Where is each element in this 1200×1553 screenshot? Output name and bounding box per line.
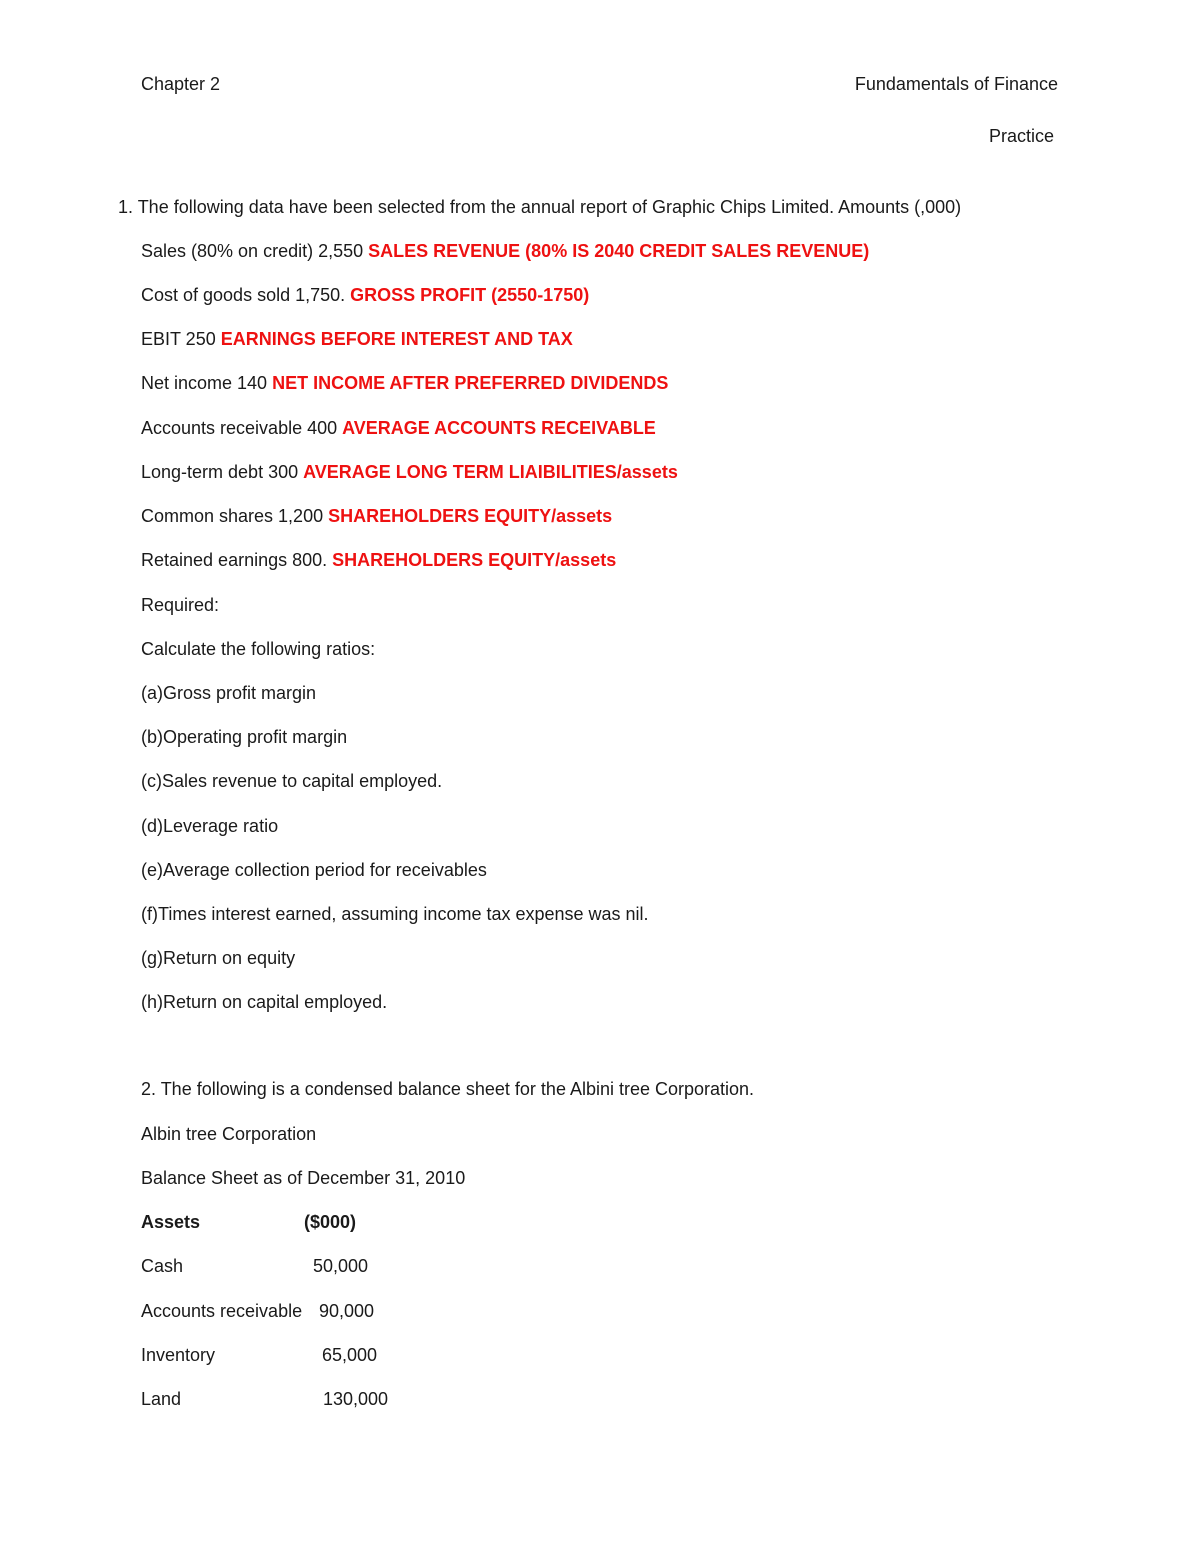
data-item-text: EBIT 250 [141,329,221,349]
ratio-item: (e)Average collection period for receivables [141,860,487,880]
annotation-note: SALES REVENUE (80% IS 2040 CREDIT SALES REVENUE) [368,241,870,261]
ratio-item: (c)Sales revenue to capital employed. [141,771,443,791]
annotation-note: GROSS PROFIT (2550-1750) [350,285,590,305]
data-item-ebit [141,328,573,350]
data-item-text: Common shares 1,200 [141,506,329,526]
annotation-note: EARNINGS BEFORE INTEREST AND TAX [220,329,573,349]
annotation-note: SHAREHOLDERS EQUITY/assets [328,506,613,526]
row-value: 90,000 [319,1301,375,1321]
course-title: Fundamentals of Finance [854,74,1058,94]
balance-sheet-row [141,1388,389,1410]
statement-title: Balance Sheet as of December 31, 2010 [141,1168,466,1188]
practice-label: Practice [988,126,1054,146]
units-heading: ($000) [304,1212,357,1232]
data-item-text: Net income 140 [141,373,273,393]
data-item-retained-earnings [141,549,616,571]
data-item-long-term-debt [141,461,678,483]
chapter-label: Chapter 2 [141,74,221,94]
balance-sheet-header [141,1211,357,1233]
ratio-item: (b)Operating profit margin [141,727,348,747]
data-item-common-shares [141,505,612,527]
annotation-note: AVERAGE ACCOUNTS RECEIVABLE [342,418,656,438]
data-item-text: Cost of goods sold 1,750. [141,285,351,305]
ratio-item: (g)Return on equity [141,948,296,968]
data-item-sales [141,240,869,262]
annotation-note: NET INCOME AFTER PREFERRED DIVIDENDS [272,373,669,393]
data-item-text: Retained earnings 800. [141,550,333,570]
row-value: 130,000 [323,1389,389,1409]
data-item-text: Sales (80% on credit) 2,550 [141,241,369,261]
ratio-item: (a)Gross profit margin [141,683,317,703]
row-label: Land [141,1389,182,1409]
ratio-item: (h)Return on capital employed. [141,992,388,1012]
balance-sheet-row [141,1300,375,1322]
row-value: 65,000 [322,1345,378,1365]
company-name: Albin tree Corporation [141,1124,317,1144]
data-item-text: Accounts receivable 400 [141,418,343,438]
ratio-item: (f)Times interest earned, assuming income tax expense was nil. [141,904,649,924]
row-label: Accounts receivable [141,1301,303,1321]
required-label: Required: [141,595,220,615]
balance-sheet-row [141,1255,369,1277]
assets-heading: Assets [141,1212,201,1232]
data-item-text: Long-term debt 300 [141,462,304,482]
data-item-accounts-receivable [141,417,656,439]
row-label: Cash [141,1256,184,1276]
annotation-note: SHAREHOLDERS EQUITY/assets [332,550,617,570]
row-value: 50,000 [313,1256,369,1276]
question-2-intro: 2. The following is a condensed balance sheet for the Albini tree Corporation. [141,1079,755,1099]
data-item-cogs [141,284,589,306]
data-item-net-income [141,372,668,394]
ratio-item: (d)Leverage ratio [141,816,279,836]
instruction-text: Calculate the following ratios: [141,639,376,659]
row-label: Inventory [141,1345,216,1365]
annotation-note: AVERAGE LONG TERM LIAIBILITIES/assets [303,462,678,482]
question-1-intro: 1. The following data have been selected from the annual report of Graphic Chips Limited. Amounts (,000) [118,197,962,217]
balance-sheet-row [141,1344,378,1366]
